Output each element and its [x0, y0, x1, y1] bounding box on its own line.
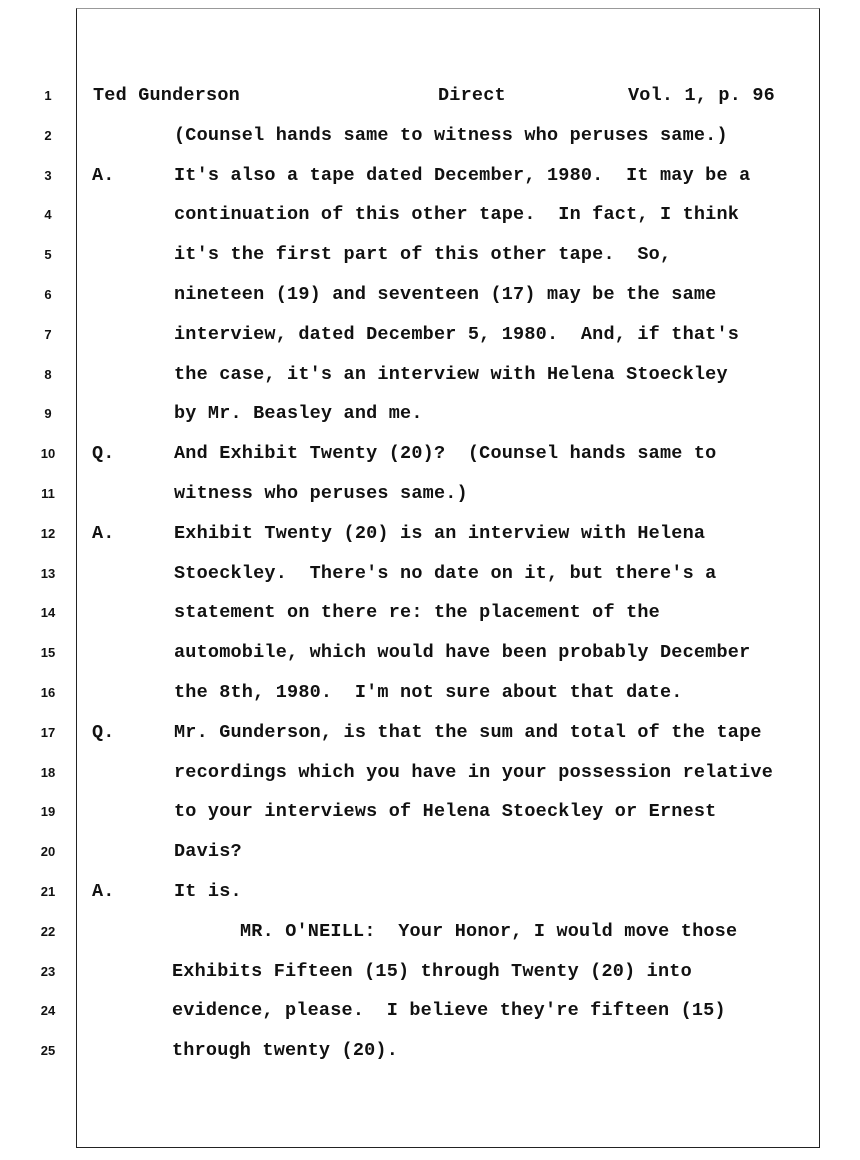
transcript-line: [0, 961, 860, 1001]
transcript-line: [0, 921, 860, 961]
line-text: Davis?: [174, 841, 242, 863]
line-text: Exhibit Twenty (20) is an interview with Helena: [174, 522, 706, 544]
line-text: evidence, please. I believe they're fifteen (15): [172, 1000, 726, 1022]
line-text: MR. O'NEILL: Your Honor, I would move those: [240, 920, 738, 942]
line-number: 11: [41, 485, 55, 501]
line-text: witness who peruses same.): [174, 482, 468, 504]
line-text: recordings which you have in your possession relative: [174, 761, 773, 783]
line-text: Exhibits Fifteen (15) through Twenty (20) into: [172, 960, 692, 982]
line-number: 6: [44, 286, 52, 302]
transcript-line: [0, 324, 860, 364]
line-text: to your interviews of Helena Stoeckley or Ernest: [174, 801, 717, 823]
line-number: 17: [40, 724, 56, 740]
line-text: Stoeckley. There's no date on it, but there's a: [174, 562, 717, 584]
transcript-line: [0, 165, 860, 205]
transcript-line: [0, 284, 860, 324]
line-number: 5: [44, 247, 52, 263]
line-text: It's also a tape dated December, 1980. It may be a: [174, 164, 751, 186]
transcript-line: [0, 801, 860, 841]
transcript-text: [0, 85, 860, 1080]
witness-name: Ted Gunderson: [93, 85, 240, 106]
line-number: 10: [40, 446, 56, 462]
transcript-line: [0, 841, 860, 881]
line-number: 22: [40, 923, 56, 939]
line-number: 7: [44, 326, 52, 342]
line-number: 8: [44, 366, 52, 382]
line-number: 21: [40, 883, 56, 899]
line-number: 15: [40, 645, 56, 661]
line-text: And Exhibit Twenty (20)? (Counsel hands same to: [174, 443, 717, 465]
examination-type: Direct: [438, 85, 506, 106]
line-text: the 8th, 1980. I'm not sure about that date.: [174, 681, 683, 703]
transcript-line: [0, 563, 860, 603]
line-text: it's the first part of this other tape. So,: [174, 244, 672, 266]
transcript-line: [0, 204, 860, 244]
line-text: automobile, which would have been probably December: [174, 642, 751, 664]
line-number: 25: [40, 1043, 56, 1059]
speaker-tag: A.: [92, 164, 115, 186]
line-text: continuation of this other tape. In fact, I think: [174, 204, 740, 226]
transcript-line: [0, 602, 860, 642]
header-line: [0, 85, 860, 125]
speaker-tag: A.: [92, 880, 115, 902]
line-number: 23: [40, 963, 56, 979]
transcript-line: [0, 244, 860, 284]
transcript-line: [0, 1000, 860, 1040]
line-text: nineteen (19) and seventeen (17) may be the same: [174, 283, 717, 305]
speaker-tag: Q.: [92, 443, 115, 465]
line-number: 16: [40, 684, 56, 700]
transcript-line: [0, 403, 860, 443]
transcript-line: [0, 125, 860, 165]
line-number: 9: [44, 406, 52, 422]
line-number: 2: [44, 127, 52, 143]
line-number: 19: [40, 804, 56, 820]
line-text: the case, it's an interview with Helena Stoeckley: [174, 363, 728, 385]
transcript-line: [0, 1040, 860, 1080]
speaker-tag: Q.: [92, 721, 115, 743]
line-text: It is.: [174, 880, 242, 902]
transcript-line: [0, 523, 860, 563]
transcript-line: [0, 762, 860, 802]
transcript-line: [0, 443, 860, 483]
line-number: 12: [40, 525, 56, 541]
line-number: 1: [44, 88, 52, 103]
line-text: through twenty (20).: [172, 1040, 399, 1062]
transcript-line: [0, 682, 860, 722]
transcript-line: [0, 483, 860, 523]
speaker-tag: A.: [92, 522, 115, 544]
transcript-line: [0, 364, 860, 404]
transcript-line: [0, 722, 860, 762]
line-number: 3: [44, 167, 52, 183]
line-text: Mr. Gunderson, is that the sum and total of the tape: [174, 721, 762, 743]
line-text: (Counsel hands same to witness who peruses same.): [174, 124, 728, 146]
line-text: interview, dated December 5, 1980. And, if that's: [174, 323, 740, 345]
line-number: 4: [44, 207, 52, 223]
line-number: 14: [40, 605, 56, 621]
line-number: 18: [40, 764, 56, 780]
transcript-line: [0, 642, 860, 682]
line-text: by Mr. Beasley and me.: [174, 403, 423, 425]
volume-page: Vol. 1, p. 96: [628, 85, 775, 106]
line-number: 20: [40, 844, 56, 860]
line-text: statement on there re: the placement of the: [174, 602, 660, 624]
line-number: 13: [40, 565, 56, 581]
transcript-line: [0, 881, 860, 921]
line-number: 24: [40, 1003, 56, 1019]
